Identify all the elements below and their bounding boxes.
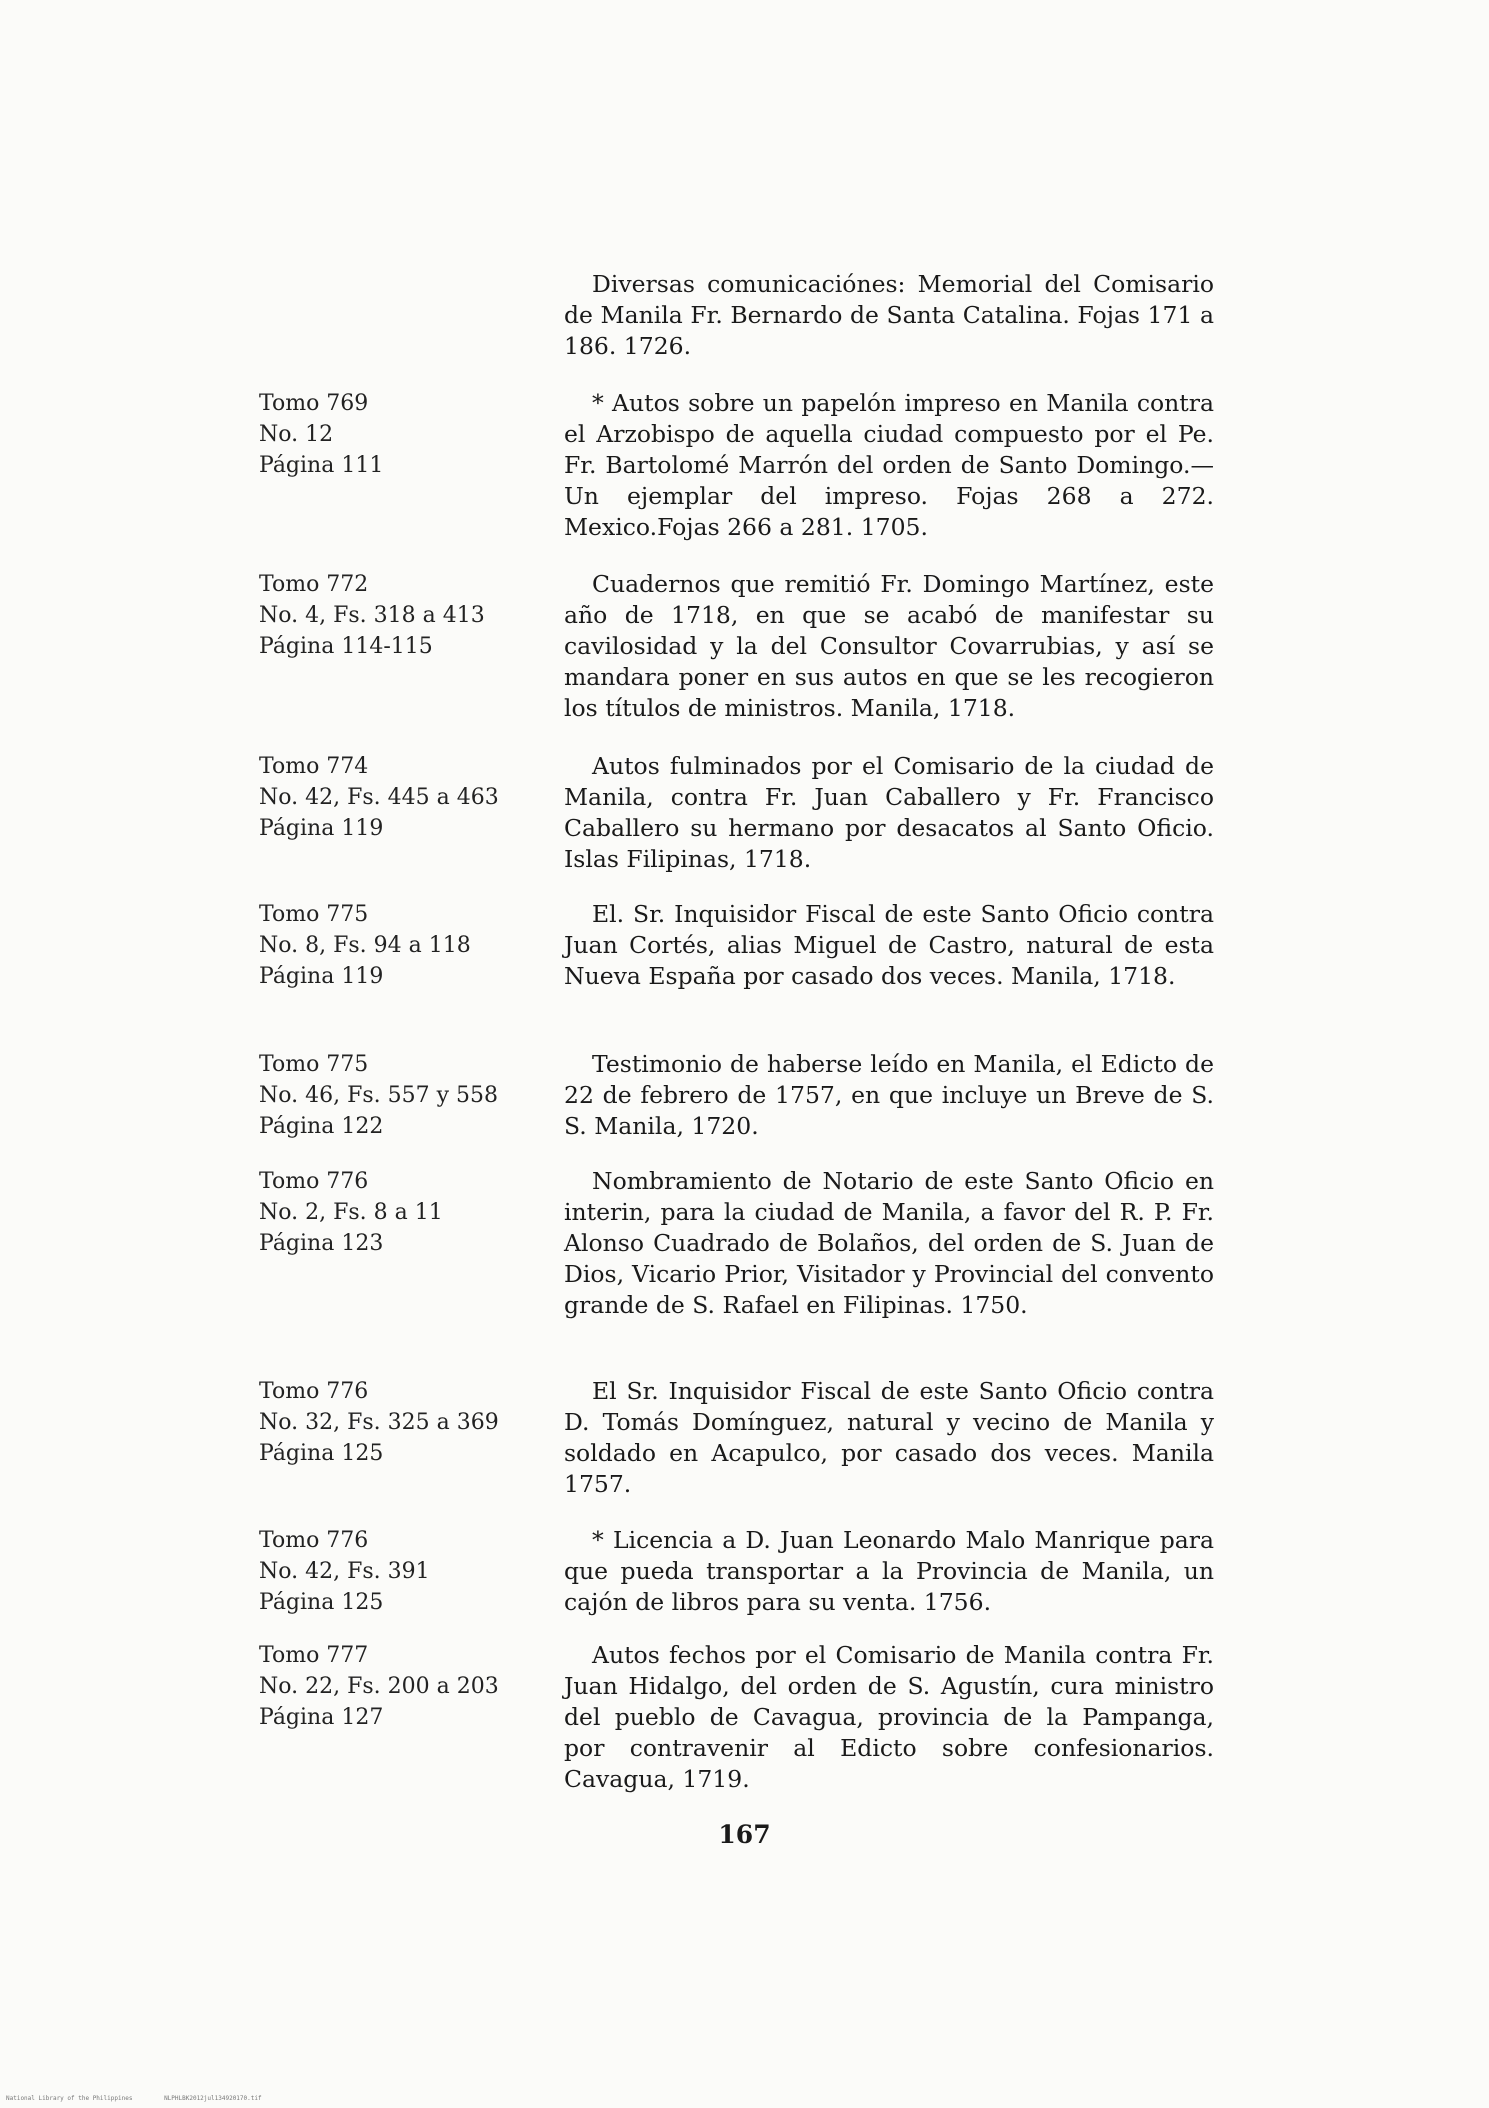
ref-page: Página 127 [259, 1705, 384, 1730]
archive-reference [259, 899, 559, 992]
archive-reference [259, 569, 559, 662]
entry-text [564, 899, 1214, 992]
entry-text [564, 388, 1214, 543]
ref-page: Página 111 [259, 453, 384, 478]
entry-paragraph: Cuadernos que remitió Fr. Domingo Martínez, este año de 1718, en que se acabó de manifestar su cavilosidad y la del Consultor Covarrubias, y así se mandara poner en sus autos en que se les recogieron los títulos de ministros. Manila, 1718. [564, 570, 1214, 722]
ref-page: Página 123 [259, 1231, 384, 1256]
archive-reference [259, 1166, 559, 1259]
entry-text [564, 1376, 1214, 1500]
ref-folios: No. 22, Fs. 200 a 203 [259, 1674, 499, 1699]
ref-folios: No. 4, Fs. 318 a 413 [259, 603, 485, 628]
ref-folios: No. 8, Fs. 94 a 118 [259, 933, 471, 958]
entry-paragraph: * Licencia a D. Juan Leonardo Malo Manrique para que pueda transportar a la Provincia de Manila, un cajón de libros para su venta. 1756. [564, 1526, 1214, 1616]
ref-folios: No. 42, Fs. 445 a 463 [259, 785, 499, 810]
archive-reference [259, 751, 559, 844]
archive-reference [259, 1376, 559, 1469]
entry-paragraph: Testimonio de haberse leído en Manila, el Edicto de 22 de febrero de 1757, en que incluye un Breve de S. S. Manila, 1720. [564, 1050, 1214, 1140]
ref-folios: No. 2, Fs. 8 a 11 [259, 1200, 443, 1225]
ref-page: Página 119 [259, 964, 384, 989]
entry-text [564, 1049, 1214, 1142]
ref-folios: No. 46, Fs. 557 y 558 [259, 1083, 499, 1108]
ref-page: Página 122 [259, 1114, 384, 1139]
page-number: 167 [718, 1820, 771, 1849]
ref-folios: No. 42, Fs. 391 [259, 1559, 430, 1584]
ref-tomo: Tomo 776 [259, 1169, 369, 1194]
ref-page: Página 125 [259, 1441, 384, 1466]
scan-filename: NLPHLBK2012jul134920170.tif [164, 2095, 262, 2102]
ref-tomo: Tomo 775 [259, 1052, 369, 1077]
scan-credit [6, 2095, 290, 2102]
archive-reference [259, 1640, 559, 1733]
entry-paragraph: El Sr. Inquisidor Fiscal de este Santo Oficio contra D. Tomás Domínguez, natural y vecino de Manila y soldado en Acapulco, por casado dos veces. Manila 1757. [564, 1377, 1214, 1498]
ref-tomo: Tomo 776 [259, 1528, 369, 1553]
ref-folios: No. 32, Fs. 325 a 369 [259, 1410, 499, 1435]
entry-text [564, 1640, 1214, 1795]
ref-page: Página 125 [259, 1590, 384, 1615]
entry-paragraph: El. Sr. Inquisidor Fiscal de este Santo Oficio contra Juan Cortés, alias Miguel de Castro, natural de esta Nueva España por casado dos veces. Manila, 1718. [564, 900, 1214, 990]
entry-paragraph: Nombramiento de Notario de este Santo Oficio en interin, para la ciudad de Manila, a favor del R. P. Fr. Alonso Cuadrado de Bolaños, del orden de S. Juan de Dios, Vicario Prior, Visitador y Provincial del convento grande de S. Rafael en Filipinas. 1750. [564, 1167, 1214, 1319]
library-credit: National Library of the Philippines [6, 2095, 133, 2102]
entry-text [564, 569, 1214, 724]
entry-text [564, 269, 1214, 362]
entry-paragraph: Autos fechos por el Comisario de Manila contra Fr. Juan Hidalgo, del orden de S. Agustín, cura ministro del pueblo de Cavagua, provincia de la Pampanga, por contravenir al Edicto sobre confesionarios. Cavagua, 1719. [564, 1641, 1214, 1793]
entry-text [564, 1166, 1214, 1321]
ref-tomo: Tomo 777 [259, 1643, 369, 1668]
entry-paragraph: Diversas comunicaciónes: Memorial del Comisario de Manila Fr. Bernardo de Santa Catalina. Fojas 171 a 186. 1726. [564, 270, 1214, 360]
entry-paragraph: Autos fulminados por el Comisario de la ciudad de Manila, contra Fr. Juan Caballero y Fr. Francisco Caballero su hermano por desacatos al Santo Oficio. Islas Filipinas, 1718. [564, 752, 1214, 873]
ref-tomo: Tomo 772 [259, 572, 369, 597]
archive-reference [259, 1525, 559, 1618]
ref-folios: No. 12 [259, 422, 334, 447]
ref-tomo: Tomo 776 [259, 1379, 369, 1404]
entry-text [564, 1525, 1214, 1618]
ref-tomo: Tomo 769 [259, 391, 369, 416]
archive-reference [259, 1049, 559, 1142]
ref-tomo: Tomo 775 [259, 902, 369, 927]
entry-paragraph: * Autos sobre un papelón impreso en Manila contra el Arzobispo de aquella ciudad compuesto por el Pe. Fr. Bartolomé Marrón del orden de Santo Domingo.—Un ejemplar del impreso. Fojas 268 a 272. Mexico.Fojas 266 a 281. 1705. [564, 389, 1214, 541]
ref-page: Página 119 [259, 816, 384, 841]
entry-text [564, 751, 1214, 875]
ref-page: Página 114-115 [259, 634, 433, 659]
ref-tomo: Tomo 774 [259, 754, 369, 779]
archive-reference [259, 388, 559, 481]
